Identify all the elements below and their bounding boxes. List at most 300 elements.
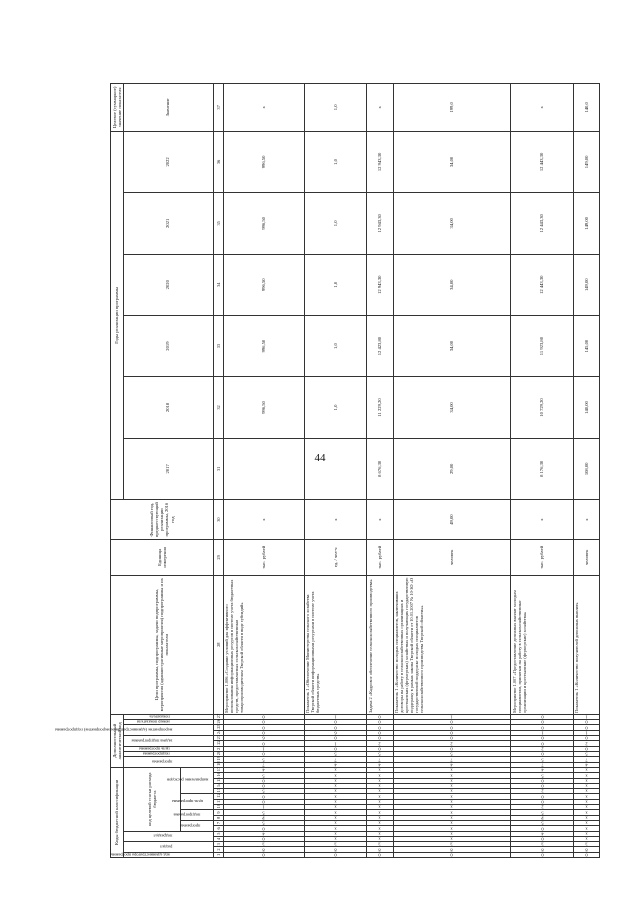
code-digit: 0 — [585, 746, 588, 752]
code-digit: х — [450, 788, 454, 794]
code-digit: 0 — [585, 719, 588, 725]
row-year-value: 1,0 — [304, 254, 367, 315]
column-number: 1 — [213, 852, 223, 857]
code-digit: х — [585, 831, 588, 837]
column-number: 35 — [213, 193, 223, 254]
code-digit: х — [378, 772, 381, 778]
code-digit: х — [450, 783, 454, 789]
column-number-row — [213, 84, 223, 858]
column-number: 20 — [213, 751, 223, 756]
column-number: 37 — [213, 84, 223, 132]
row-year-value: 34,00 — [393, 315, 511, 376]
code-digit: 2 — [540, 746, 544, 752]
code-digit: 5 — [540, 772, 544, 778]
row-base-value: х — [367, 500, 393, 540]
code-digit: 1 — [334, 714, 337, 720]
code-digit: 3 — [450, 841, 454, 847]
header-value: Значение — [123, 84, 213, 132]
code-digit: х — [450, 820, 454, 826]
code-digit: х — [585, 767, 588, 773]
code-digit: 0 — [262, 783, 265, 789]
code-digit: 0 — [262, 799, 265, 805]
code-digit: х — [585, 825, 588, 831]
row-base-value: х — [304, 500, 367, 540]
code-digit: 0 — [378, 746, 381, 752]
column-number: 12 — [213, 794, 223, 799]
code-digit: х — [450, 825, 454, 831]
code-digit: 0 — [540, 825, 544, 831]
code-digit: 0 — [540, 735, 544, 741]
code-digit: 4 — [262, 831, 265, 837]
header-admin-code: код администратора программы — [109, 852, 170, 858]
code-digit: 7 — [540, 762, 544, 768]
table-row — [367, 84, 393, 858]
row-year-value: 1,0 — [304, 131, 367, 192]
code-digit: х — [450, 815, 454, 821]
code-digit: 7 — [450, 756, 454, 762]
header-p-task: задача подпрограммы — [131, 738, 172, 744]
code-digit: 0 — [378, 714, 381, 720]
code-digit: х — [585, 820, 588, 826]
row-name: Показатель 1 «Количество получателей денежных выплат» — [573, 575, 600, 714]
code-digit: х — [450, 836, 454, 842]
code-digit: х — [378, 783, 381, 789]
column-number: 2 — [213, 847, 223, 852]
header-year-2021: 2021 — [123, 193, 213, 254]
column-number: 17 — [213, 767, 223, 772]
code-digit: х — [450, 778, 454, 784]
code-digit: 0 — [334, 719, 337, 725]
row-base-value: х — [573, 500, 600, 540]
column-number: 14 — [213, 783, 223, 788]
code-digit: х — [450, 810, 454, 816]
row-year-value: 12 443,30 — [511, 131, 574, 192]
column-number: 25 — [213, 725, 223, 730]
header-target-article: код целевой статьи расхода бюджета — [123, 767, 181, 831]
row-year-value: 12 443,30 — [511, 254, 574, 315]
code-digit: 2 — [378, 741, 381, 747]
header-year-2018: 2018 — [123, 377, 213, 438]
code-digit: х — [334, 772, 337, 778]
column-number: 8 — [213, 815, 223, 820]
code-digit: 3 — [585, 841, 588, 847]
code-digit: 2 — [585, 741, 588, 747]
code-digit: 2 — [540, 804, 544, 810]
column-number: 10 — [213, 805, 223, 810]
column-number: 32 — [213, 377, 223, 438]
code-digit: 0 — [262, 741, 265, 747]
column-number: 16 — [213, 773, 223, 778]
code-digit: 0 — [540, 741, 544, 747]
column-number: 29 — [213, 540, 223, 575]
code-digit: 0 — [585, 725, 588, 731]
row-unit: человек — [393, 540, 511, 575]
code-digit: 5 — [378, 751, 381, 757]
row-year-value: 29,00 — [393, 438, 511, 499]
code-digit: 1 — [585, 714, 588, 720]
row-year-value: 140,00 — [573, 377, 600, 438]
code-digit: 0 — [450, 746, 454, 752]
column-number: 31 — [213, 438, 223, 499]
column-number: 5 — [213, 831, 223, 836]
header-p-target: цель программы — [138, 746, 170, 752]
code-digit: 0 — [540, 778, 544, 784]
row-year-value: 149,00 — [573, 193, 600, 254]
row-year-value: 34,00 — [393, 131, 511, 192]
header-program-codes: Дополнительный аналитический код — [111, 714, 124, 767]
row-name: Показатель 1 «Обеспечение Министерства сельского хозяйства Тверской области информационными ресурсами в системе учета бюджетных средств» — [304, 575, 367, 714]
code-digit: х — [334, 783, 337, 789]
code-digit: 1 — [262, 804, 265, 810]
column-number: 24 — [213, 730, 223, 735]
code-digit: х — [585, 794, 588, 800]
row-year-value: 996,50 — [223, 254, 304, 315]
header-years-group: Годы реализации программы — [111, 131, 124, 499]
header-name: Цели программы, подпрограммы, задачи подпрограммы, мероприятия (административные мероприятия) подпрограммы и их показатели — [111, 575, 214, 714]
code-digit: х — [450, 799, 454, 805]
code-digit: 3 — [334, 841, 337, 847]
code-digit: 7 — [262, 762, 265, 768]
column-number: 26 — [213, 720, 223, 725]
row-unit: ед. / чел-ч — [304, 540, 367, 575]
code-digit: 1 — [262, 746, 265, 752]
code-digit: 1 — [450, 714, 454, 720]
code-digit: 0 — [450, 719, 454, 725]
code-digit: х — [378, 804, 381, 810]
code-digit: 0 — [450, 852, 454, 858]
header-p-indicator: показатель — [149, 714, 170, 720]
code-digit: х — [334, 810, 337, 816]
row-unit: человек — [573, 540, 600, 575]
row-year-value: 34,00 — [393, 254, 511, 315]
row-base-value: 49,00 — [393, 500, 511, 540]
code-digit: 0 — [262, 794, 265, 800]
column-number: 36 — [213, 131, 223, 192]
code-digit: 4 — [450, 762, 454, 768]
code-digit: х — [378, 767, 381, 773]
code-digit: 5 — [450, 751, 454, 757]
code-digit: х — [585, 783, 588, 789]
code-digit: х — [585, 815, 588, 821]
code-digit: 0 — [540, 852, 544, 858]
code-digit: 0 — [540, 783, 544, 789]
row-final-value: х — [367, 84, 393, 132]
row-final-value: 1,0 — [304, 84, 367, 132]
row-year-value: 11 923,80 — [511, 315, 574, 376]
code-digit: 4 — [378, 762, 381, 768]
table-row — [304, 84, 367, 858]
row-base-value: х — [511, 500, 574, 540]
column-number: 22 — [213, 741, 223, 746]
code-digit: 0 — [540, 794, 544, 800]
code-digit: х — [378, 820, 381, 826]
code-digit: 5 — [262, 810, 265, 816]
code-digit: 0 — [262, 825, 265, 831]
row-year-value: 1,0 — [304, 377, 367, 438]
row-year-value: 12 943,30 — [367, 193, 393, 254]
code-digit: х — [450, 794, 454, 800]
code-digit: 3 — [378, 841, 381, 847]
code-digit: 7 — [334, 756, 337, 762]
column-number: 30 — [213, 500, 223, 540]
table-row — [511, 84, 574, 858]
code-digit: х — [450, 831, 454, 837]
code-digit: х — [378, 825, 381, 831]
code-digit: 4 — [540, 767, 544, 773]
code-digit: 5 — [262, 756, 265, 762]
code-digit: х — [378, 799, 381, 805]
column-number: 28 — [213, 575, 223, 714]
code-digit: 0 — [540, 725, 544, 731]
row-year-value: 145,00 — [573, 315, 600, 376]
code-digit: х — [334, 825, 337, 831]
row-year-value: 34,00 — [393, 377, 511, 438]
code-digit: 0 — [262, 714, 265, 720]
column-number: 4 — [213, 836, 223, 841]
header-year-2019: 2019 — [123, 315, 213, 376]
code-digit: х — [334, 815, 337, 821]
row-name: Задача 2 «Кадровое обеспечение сельскохозяйственного производства» — [367, 575, 393, 714]
column-number: 21 — [213, 746, 223, 751]
page-number: 44 — [314, 452, 326, 464]
header-budget-codes: Коды бюджетной классификации — [111, 767, 124, 857]
code-digit: 1 — [540, 730, 544, 736]
code-digit: 0 — [378, 852, 381, 858]
code-digit: х — [334, 778, 337, 784]
column-number: 23 — [213, 736, 223, 741]
code-digit: 0 — [450, 725, 454, 731]
code-digit: х — [450, 804, 454, 810]
code-digit: 0 — [262, 719, 265, 725]
header-expense-direction: направление расходов — [167, 778, 209, 784]
code-digit: х — [378, 788, 381, 794]
program-indicators-table — [54, 83, 600, 858]
row-year-value: 149,00 — [573, 254, 600, 315]
code-digit: 5 — [334, 751, 337, 757]
code-digit: х — [334, 804, 337, 810]
code-digit: 0 — [262, 836, 265, 842]
code-digit: 8 — [540, 847, 544, 853]
column-number: 9 — [213, 810, 223, 815]
code-digit: 0 — [378, 719, 381, 725]
table-body — [223, 84, 600, 858]
code-digit: 8 — [585, 847, 588, 853]
code-digit: 4 — [585, 762, 588, 768]
code-digit: 5 — [262, 788, 265, 794]
code-digit: 0 — [540, 719, 544, 725]
code-digit: 0 — [378, 730, 381, 736]
header-base-year: Финансовый год, предшествующий реализации программы, 2016 год — [111, 500, 214, 540]
code-digit: 0 — [334, 735, 337, 741]
column-number: 7 — [213, 820, 223, 825]
code-digit: 0 — [540, 799, 544, 805]
code-digit: х — [585, 788, 588, 794]
code-digit: 4 — [262, 767, 265, 773]
header-row-2 — [123, 84, 181, 858]
row-year-value: 8 176,30 — [511, 438, 574, 499]
row-year-value: 108,00 — [573, 438, 600, 499]
column-number: 11 — [213, 799, 223, 804]
code-digit: 7 — [378, 756, 381, 762]
row-name: Показатель 1 «Количество молодых специалистов, заключивших договоры на работу в сельскохозяйственных организациях и крестьянских (фермерских) хозяйствах и получающих государственную поддержку в рамках закона Тверской области от 10.01.2007 № 10-ЗО «О государственной поддержке молодых специалистов сельскохозяйственного производства Тверской области»» — [393, 575, 511, 714]
row-year-value: 34,00 — [393, 193, 511, 254]
column-number: 33 — [213, 315, 223, 376]
code-digit: х — [585, 778, 588, 784]
header-unit: Единица измерения — [111, 540, 214, 575]
code-digit: 0 — [540, 714, 544, 720]
code-digit: х — [334, 794, 337, 800]
code-digit: х — [334, 788, 337, 794]
code-digit: 2 — [540, 788, 544, 794]
header-p-subprogram: подпрограмма — [142, 751, 170, 757]
code-digit: 8 — [334, 847, 337, 853]
code-digit: 0 — [262, 730, 265, 736]
row-year-value: 12 943,30 — [367, 254, 393, 315]
code-digit: х — [585, 804, 588, 810]
code-digit: 5 — [585, 751, 588, 757]
code-digit: х — [585, 836, 588, 842]
header-p-program: программа — [151, 759, 172, 765]
header-year-2022: 2022 — [123, 131, 213, 192]
column-number: 3 — [213, 842, 223, 847]
code-digit: х — [378, 810, 381, 816]
code-digit: Р — [540, 815, 544, 821]
code-digit: 0 — [334, 725, 337, 731]
code-digit: 2 — [450, 741, 454, 747]
code-digit: 8 — [450, 847, 454, 853]
code-digit: х — [585, 810, 588, 816]
header-section: раздел — [159, 844, 172, 850]
row-year-value: 996,50 — [223, 315, 304, 376]
code-digit: 0 — [450, 730, 454, 736]
header-program: программа — [180, 823, 201, 829]
row-unit: тыс. рублей — [223, 540, 304, 575]
code-digit: 8 — [378, 847, 381, 853]
row-year-value: 11 229,20 — [367, 377, 393, 438]
header-year-2017: 2017 — [123, 438, 213, 499]
code-digit: 0 — [262, 751, 265, 757]
row-year-value: 12 443,30 — [511, 193, 574, 254]
header-target-direction: цель программы — [172, 799, 204, 805]
code-digit: х — [450, 767, 454, 773]
header-year-2020: 2020 — [123, 254, 213, 315]
column-number: 6 — [213, 826, 223, 831]
code-digit: 0 — [540, 836, 544, 842]
code-digit: 8 — [262, 847, 265, 853]
rotated-table-sheet — [54, 83, 589, 858]
row-year-value: 12 943,30 — [367, 131, 393, 192]
code-digit: 5 — [262, 772, 265, 778]
code-digit: х — [585, 799, 588, 805]
code-digit: 0 — [540, 751, 544, 757]
table-row — [573, 84, 600, 858]
code-digit: х — [585, 772, 588, 778]
column-number: 27 — [213, 714, 223, 719]
code-digit: 6 — [334, 730, 337, 736]
code-digit: 5 — [540, 756, 544, 762]
code-digit: х — [334, 836, 337, 842]
code-digit: 0 — [585, 735, 588, 741]
row-year-value: 149,00 — [573, 131, 600, 192]
row-year-value — [304, 438, 367, 499]
row-year-value: 1,0 — [304, 193, 367, 254]
code-digit: 7 — [585, 756, 588, 762]
row-name: Мероприятие 1.007 «Предоставление денежных выплат молодым специалистам, принятым на работу в сельскохозяйственные организации и крестьянские (фермерские) хозяйства» — [511, 575, 574, 714]
column-number: 18 — [213, 762, 223, 767]
row-final-value: х — [511, 84, 574, 132]
row-year-value: 996,50 — [223, 193, 304, 254]
code-digit: 5 — [540, 820, 544, 826]
code-digit: Р — [262, 815, 265, 821]
code-digit: х — [334, 799, 337, 805]
column-number: 34 — [213, 254, 223, 315]
row-base-value: х — [223, 500, 304, 540]
header-p-no-measure: номер показателя — [136, 719, 170, 725]
row-year-value: 10 729,20 — [511, 377, 574, 438]
row-unit: тыс. рублей — [367, 540, 393, 575]
code-digit: 0 — [262, 778, 265, 784]
code-digit: 0 — [378, 725, 381, 731]
row-year-value: 996,50 — [223, 131, 304, 192]
code-digit: 6 — [262, 735, 265, 741]
code-digit: 4 — [334, 762, 337, 768]
code-digit: х — [334, 767, 337, 773]
code-digit: 0 — [450, 735, 454, 741]
row-year-value — [223, 438, 304, 499]
row-final-value: х — [223, 84, 304, 132]
header-p-measure: мероприятие (административное мероприятие) подпрограммы — [54, 727, 172, 733]
row-final-value: 140,0 — [573, 84, 600, 132]
code-digit: 0 — [262, 725, 265, 731]
header-subprogram: подпрограмма — [173, 812, 201, 818]
code-digit: х — [378, 831, 381, 837]
row-year-value: 12 423,80 — [367, 315, 393, 376]
header-final-result: Целевое (суммарное) значение показателя — [111, 84, 124, 132]
code-digit: 1 — [334, 741, 337, 747]
code-digit: 0 — [334, 746, 337, 752]
code-digit: 0 — [334, 852, 337, 858]
row-unit: тыс. рублей — [511, 540, 574, 575]
code-digit: х — [378, 836, 381, 842]
header-subsection: подраздел — [153, 833, 172, 839]
row-year-value: 1,0 — [304, 315, 367, 376]
code-digit: х — [378, 778, 381, 784]
code-digit: 0 — [378, 735, 381, 741]
row-final-value: 199,0 — [393, 84, 511, 132]
code-digit: 5 — [540, 810, 544, 816]
code-digit: х — [334, 831, 337, 837]
code-digit: х — [378, 815, 381, 821]
code-digit: х — [334, 820, 337, 826]
row-year-value: 996,50 — [223, 377, 304, 438]
row-year-value: 8 676,30 — [367, 438, 393, 499]
column-number: 13 — [213, 789, 223, 794]
table-row — [223, 84, 304, 858]
column-number: 19 — [213, 757, 223, 762]
code-digit: 5 — [262, 820, 265, 826]
code-digit: 1 — [585, 730, 588, 736]
code-digit: 3 — [262, 841, 265, 847]
code-digit: х — [450, 772, 454, 778]
header-row-1 — [111, 84, 124, 858]
column-number: 15 — [213, 778, 223, 783]
table-row — [393, 84, 511, 858]
row-name: Мероприятие 1.006 «Создание условий для эффективного использования информационных ресурсов в системе учета бюджетных средств, предоставляемых сельскохозяйственным товаропроизводителям Тверской области в виде субсидий» — [223, 575, 304, 714]
code-digit: х — [378, 794, 381, 800]
code-digit: 0 — [262, 852, 265, 858]
code-digit: 0 — [585, 852, 588, 858]
code-digit: 4 — [540, 831, 544, 837]
